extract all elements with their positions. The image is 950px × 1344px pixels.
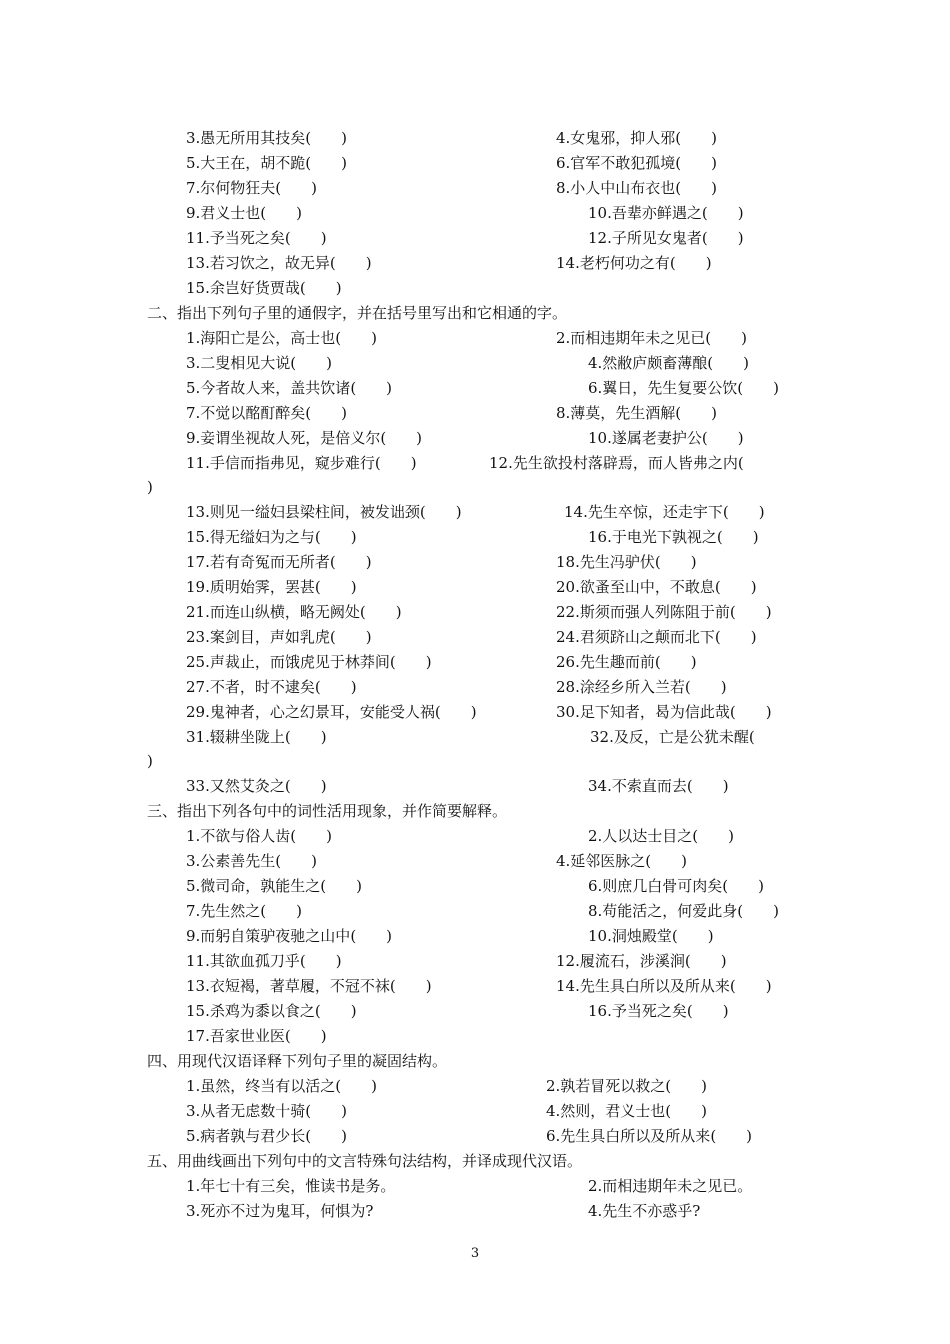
exercise-item: 13.则见一缢妇县梁柱间，被发诎颈( ) [186,503,462,521]
exercise-item: 4.然则，君义士也( ) [546,1102,708,1120]
exercise-item: 26.先生趣而前( ) [556,653,697,671]
section-heading: 三、指出下列各句中的词性活用现象，并作简要解释。 [147,802,508,820]
exercise-item: 10.洞烛殿堂( ) [588,927,714,945]
exercise-item: 8.苟能活之，何爱此身( ) [588,902,780,920]
exercise-item: 12.履流石，涉溪涧( ) [556,952,727,970]
exercise-item: 17.吾家世业医( ) [186,1027,327,1045]
exercise-item: 11.予当死之矣( ) [186,229,327,247]
exercise-item: 19.质明始霁，罢甚( ) [186,578,357,596]
exercise-item: ) [147,752,153,770]
exercise-item: 12.子所见女鬼者( ) [588,229,744,247]
exercise-item: 1.海阳亡是公，高士也( ) [186,329,378,347]
exercise-item: 5.大王在，胡不跪( ) [186,154,348,172]
exercise-item: 6.则庶几白骨可肉矣( ) [588,877,765,895]
exercise-item: 18.先生冯驴伏( ) [556,553,697,571]
exercise-item: 14.老朽何功之有( ) [556,254,712,272]
exercise-item: 8.小人中山布衣也( ) [556,179,718,197]
exercise-item: 15.得无缢妇为之与( ) [186,528,357,546]
exercise-item: 1.不欲与俗人齿( ) [186,827,333,845]
page-number: 3 [470,1246,480,1261]
exercise-item: 24.君须跻山之颠而北下( ) [556,628,757,646]
exercise-item: 12.先生欲投村落辟焉，而人皆弗之内( [489,454,744,472]
exercise-item: 23.案剑目，声如乳虎( ) [186,628,372,646]
exercise-item: 5.微司命，孰能生之( ) [186,877,363,895]
exercise-item: 3.公素善先生( ) [186,852,318,870]
exercise-item: 4.先生不亦惑乎? [588,1202,701,1220]
exercise-item: 10.遂属老妻护公( ) [588,429,744,447]
exercise-item: 14.先生具白所以及所从来( ) [556,977,772,995]
exercise-item: 6.先生具白所以及所从来( ) [546,1127,753,1145]
exercise-item: 21.而连山纵横，略无阙处( ) [186,603,402,621]
exercise-item: 5.病者孰与君少长( ) [186,1127,348,1145]
exercise-item: 11.手信而指弗见，窥步难行( ) [186,454,417,472]
exercise-item: 16.于电光下孰视之( ) [588,528,759,546]
exercise-item: 1.虽然，终当有以活之( ) [186,1077,378,1095]
exercise-item: 13.衣短褐，著草履，不冠不袜( ) [186,977,432,995]
exercise-item: 30.足下知者，曷为信此哉( ) [556,703,772,721]
exercise-item: 11.其欲血孤刀乎( ) [186,952,342,970]
exercise-item: 2.孰若冒死以救之( ) [546,1077,708,1095]
exercise-item: 7.先生然之( ) [186,902,303,920]
exercise-item: 9.而躬自策驴夜驰之山中( ) [186,927,393,945]
exercise-item: 29.鬼神者，心之幻景耳，安能受人祸( ) [186,703,477,721]
exercise-item: 6.翼日，先生复要公饮( ) [588,379,780,397]
exercise-item: 9.妾谓坐视故人死，是倍义尔( ) [186,429,423,447]
section-heading: 四、用现代汉语译释下列句子里的凝固结构。 [147,1052,448,1070]
exercise-item: 28.涂经乡所入兰若( ) [556,678,727,696]
exercise-item: 3.从者无虑数十骑( ) [186,1102,348,1120]
exercise-item: 17.若有奇冤而无所者( ) [186,553,372,571]
exercise-item: 15.杀鸡为黍以食之( ) [186,1002,357,1020]
exercise-item: 9.君义士也( ) [186,204,303,222]
exercise-item: 4.然敝庐颇畜薄酿( ) [588,354,750,372]
exercise-item: 1.年七十有三矣，惟读书是务。 [186,1177,396,1195]
section-heading: 五、用曲线画出下列句中的文言特殊句法结构，并译成现代汉语。 [147,1152,583,1170]
exercise-item: 2.人以达士目之( ) [588,827,735,845]
exercise-item: 32.及反，亡是公犹未醒( [590,728,755,746]
exercise-item: ) [147,478,153,496]
exercise-item: 8.薄莫，先生酒解( ) [556,404,718,422]
exercise-item: 25.声裁止，而饿虎见于林莽间( ) [186,653,432,671]
exercise-item: 4.延邻医脉之( ) [556,852,688,870]
exercise-item: 10.吾辈亦鲜遇之( ) [588,204,744,222]
exercise-item: 3.死亦不过为鬼耳，何惧为? [186,1202,374,1220]
exercise-item: 22.斯须而强人列陈阻于前( ) [556,603,772,621]
exercise-item: 13.若习饮之，故无异( ) [186,254,372,272]
exercise-item: 2.而相违期年未之见已( ) [556,329,748,347]
exercise-item: 7.不觉以酩酊醉矣( ) [186,404,348,422]
exercise-item: 34.不索直而去( ) [588,777,729,795]
exercise-item: 3.愚无所用其技矣( ) [186,129,348,147]
exercise-item: 2.而相违期年未之见已。 [588,1177,753,1195]
exercise-item: 5.今者故人来，盖共饮诸( ) [186,379,393,397]
exercise-item: 31.辍耕坐陇上( ) [186,728,327,746]
section-heading: 二、指出下列句子里的通假字，并在括号里写出和它相通的字。 [147,304,568,322]
exercise-item: 4.女鬼邪，抑人邪( ) [556,129,718,147]
exercise-item: 16.予当死之矣( ) [588,1002,729,1020]
exercise-item: 27.不者，时不逮矣( ) [186,678,357,696]
exercise-item: 33.又然艾灸之( ) [186,777,327,795]
exercise-item: 15.余岂好货贾哉( ) [186,279,342,297]
exercise-item: 7.尔何物狂夫( ) [186,179,318,197]
exercise-item: 6.官军不敢犯孤境( ) [556,154,718,172]
exercise-item: 20.欲蚤至山中，不敢息( ) [556,578,757,596]
exercise-item: 3.二叟相见大说( ) [186,354,333,372]
exercise-item: 14.先生卒惊，还走宇下( ) [564,503,765,521]
